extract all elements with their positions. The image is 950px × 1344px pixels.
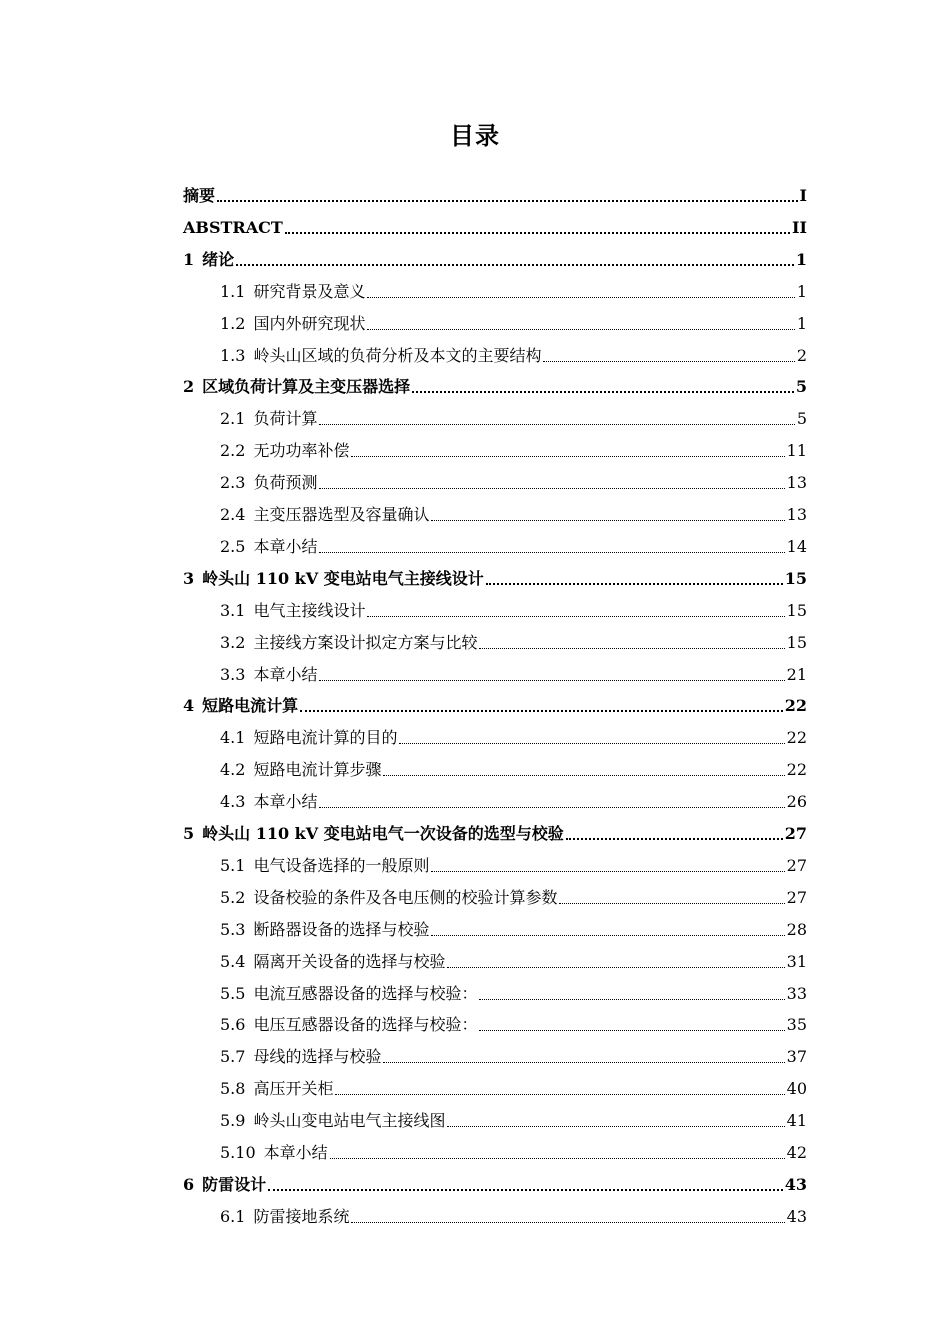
toc-entry-label — [220, 792, 317, 812]
dot-leader — [351, 1222, 784, 1223]
toc-entry-number: 2.1 — [220, 409, 246, 429]
toc-entry-page-number: I — [799, 186, 807, 205]
toc-entry-page-number: 11 — [786, 441, 807, 461]
toc-entry-number: 5.6 — [220, 1015, 246, 1035]
toc-entry-page-number: 15 — [784, 568, 807, 588]
toc-entry-page-number: 22 — [786, 760, 807, 780]
toc-entry-title: 本章小结 — [253, 536, 318, 556]
toc-entry-page-number: 43 — [786, 1206, 807, 1226]
toc-entry-title: 高压开关柜 — [253, 1079, 334, 1099]
toc-section-entry[interactable] — [220, 1199, 807, 1227]
toc-section-entry[interactable] — [220, 274, 807, 302]
toc-entry-number: 3 — [183, 568, 195, 588]
toc-entry-title: 电压互感器设备的选择与校验： — [253, 1015, 478, 1035]
toc-entry-title: 主接线方案设计拟定方案与比较 — [253, 632, 478, 652]
toc-entry-title: 设备校验的条件及各电压侧的校验计算参数 — [253, 887, 558, 907]
toc-chapter-entry[interactable] — [183, 242, 807, 270]
dot-leader — [447, 967, 784, 968]
toc-entry-number: 2.5 — [220, 536, 246, 556]
toc-entry-page-number: 22 — [784, 696, 807, 716]
toc-entry-page-number: 5 — [795, 377, 807, 397]
toc-entry-title: 防雷接地系统 — [253, 1206, 350, 1226]
toc-entry-page-number: 27 — [786, 887, 807, 907]
toc-chapter-entry[interactable] — [183, 561, 807, 589]
toc-entry-title: 岭头山区域的负荷分析及本文的主要结构 — [253, 345, 542, 365]
toc-entry-page-number: 5 — [796, 409, 807, 429]
toc-chapter-entry[interactable] — [183, 178, 807, 206]
toc-entry-title: 电气设备选择的一般原则 — [253, 855, 430, 875]
toc-entry-number: 3.3 — [220, 664, 246, 684]
toc-entry-title: 无功功率补偿 — [253, 441, 350, 461]
toc-entry-page-number: 15 — [786, 600, 807, 620]
toc-entry-number: 1.3 — [220, 345, 246, 365]
toc-chapter-entry[interactable] — [183, 816, 807, 844]
toc-entry-label — [220, 856, 429, 876]
toc-chapter-entry[interactable] — [183, 210, 807, 238]
toc-entry-number: 5.9 — [220, 1111, 246, 1131]
toc-entry-number: 1.1 — [220, 281, 246, 301]
toc-entry-number: 2.4 — [220, 505, 246, 524]
toc-section-entry[interactable] — [220, 625, 807, 653]
toc-entry-page-number: 35 — [786, 1015, 807, 1035]
toc-entry-label — [220, 473, 317, 493]
toc-entry-title: 电气主接线设计 — [253, 600, 366, 620]
toc-entry-label — [220, 665, 317, 685]
toc-entry-title: 摘要 — [183, 186, 216, 205]
dot-leader — [319, 807, 784, 808]
toc-entry-title: 母线的选择与校验 — [253, 1047, 382, 1067]
dot-leader — [447, 1126, 784, 1127]
toc-entry-page-number: 15 — [786, 632, 807, 652]
toc-entry-page-number: 1 — [796, 281, 807, 301]
toc-entry-label — [220, 537, 317, 557]
toc-entry-title: 负荷计算 — [253, 409, 318, 429]
toc-entry-number: 5.2 — [220, 887, 246, 907]
toc-entry-label — [220, 1047, 381, 1067]
dot-leader — [479, 999, 784, 1000]
toc-entry-page-number: 22 — [786, 728, 807, 748]
toc-entry-page-number: 27 — [784, 824, 807, 843]
toc-entry-label — [183, 377, 410, 397]
toc-section-entry[interactable] — [220, 1039, 807, 1067]
toc-section-entry[interactable] — [220, 401, 807, 429]
toc-entry-number: 1.2 — [220, 313, 246, 333]
toc-entry-label — [220, 1079, 333, 1099]
dot-leader — [217, 200, 798, 202]
dot-leader — [335, 1094, 784, 1095]
toc-entry-number: 5 — [183, 824, 195, 843]
toc-section-entry[interactable] — [220, 1007, 807, 1035]
toc-section-entry[interactable] — [220, 720, 807, 748]
toc-entry-number: 2.3 — [220, 473, 246, 493]
toc-section-entry[interactable] — [220, 465, 807, 493]
toc-entry-page-number: 13 — [786, 473, 807, 493]
toc-entry-title: 本章小结 — [253, 792, 318, 812]
toc-section-entry[interactable] — [220, 306, 807, 334]
toc-entry-title: 隔离开关设备的选择与校验 — [253, 951, 446, 971]
dot-leader — [412, 391, 794, 393]
dot-leader — [383, 1062, 784, 1063]
toc-entry-page-number: 42 — [786, 1143, 807, 1162]
toc-entry-page-number: 2 — [796, 345, 807, 365]
page-title: 目录 — [450, 121, 500, 150]
dot-leader — [367, 616, 784, 617]
toc-entry-number: 5.7 — [220, 1047, 246, 1067]
toc-section-entry[interactable] — [220, 529, 807, 557]
toc-entry-number: 5.5 — [220, 983, 246, 1003]
toc-entry-number: 5.1 — [220, 855, 246, 875]
toc-entry-title: 负荷预测 — [253, 473, 318, 493]
toc-entry-page-number: 33 — [786, 983, 807, 1003]
dot-leader — [300, 710, 783, 712]
toc-entry-title: 研究背景及意义 — [253, 281, 366, 301]
toc-entry-title: 岭头山 110 kV 变电站电气主接线设计 — [202, 568, 484, 588]
toc-entry-title: 岭头山变电站电气主接线图 — [253, 1111, 446, 1131]
toc-entry-number: 6 — [183, 1174, 195, 1194]
toc-entry-label — [220, 633, 477, 653]
toc-entry-label — [183, 824, 564, 844]
toc-entry-number: 4.2 — [220, 760, 246, 780]
toc-entry-title: 短路电流计算 — [202, 696, 299, 716]
toc-entry-number: 5.3 — [220, 919, 246, 939]
toc-section-entry[interactable] — [220, 752, 807, 780]
dot-leader — [479, 1030, 784, 1031]
toc-entry-number: 2.2 — [220, 441, 246, 461]
dot-leader — [486, 583, 783, 585]
toc-entry-title: 本章小结 — [253, 664, 318, 684]
toc-section-entry[interactable] — [220, 880, 807, 908]
dot-leader — [367, 297, 794, 298]
dot-leader — [330, 1158, 785, 1159]
toc-entry-page-number: 28 — [786, 919, 807, 939]
dot-leader — [431, 520, 784, 521]
toc-entry-label — [183, 218, 283, 238]
toc-entry-label — [183, 250, 234, 270]
toc-entry-label — [220, 409, 317, 429]
dot-leader — [319, 552, 784, 553]
toc-entry-label — [220, 888, 557, 908]
toc-entry-label — [220, 1207, 349, 1227]
dot-leader — [351, 456, 784, 457]
toc-entry-page-number: 37 — [786, 1047, 807, 1067]
dot-leader — [319, 424, 794, 425]
dot-leader — [383, 775, 784, 776]
toc-entry-title: 岭头山 110 kV 变电站电气一次设备的选型与校验 — [202, 824, 564, 843]
toc-entry-page-number: II — [792, 217, 807, 237]
toc-entry-label — [183, 569, 484, 589]
toc-entry-page-number: 1 — [796, 313, 807, 333]
toc-entry-number: 1 — [183, 249, 195, 269]
toc-entry-label — [220, 314, 365, 334]
toc-entry-title: 断路器设备的选择与校验 — [253, 919, 430, 939]
toc-entry-page-number: 21 — [786, 664, 807, 684]
toc-entry-title: 绪论 — [202, 249, 235, 269]
toc-entry-label — [220, 601, 365, 621]
toc-entry-number: 5.4 — [220, 951, 246, 971]
dot-leader — [543, 361, 794, 362]
toc-entry-label — [183, 696, 298, 716]
dot-leader — [431, 871, 784, 872]
toc-entry-page-number: 31 — [786, 951, 807, 971]
toc-entry-title: 国内外研究现状 — [253, 313, 366, 333]
toc-entry-label — [220, 346, 541, 366]
toc-entry-number: 4 — [183, 696, 195, 716]
toc-entry-page-number: 1 — [795, 249, 807, 269]
toc-entry-page-number: 26 — [786, 792, 807, 812]
toc-entry-title: 电流互感器设备的选择与校验： — [253, 983, 478, 1003]
toc-entry-number: 5.10 — [220, 1143, 256, 1162]
toc-entry-title: 主变压器选型及容量确认 — [253, 505, 430, 524]
toc-entry-label — [220, 1143, 328, 1163]
toc-entry-label — [220, 984, 477, 1004]
toc-entry-label — [220, 728, 397, 748]
dot-leader — [285, 232, 790, 234]
toc-entry-page-number: 13 — [786, 505, 807, 524]
toc-chapter-entry[interactable] — [183, 688, 807, 716]
toc-entry-number: 3.1 — [220, 600, 246, 620]
toc-entry-number: 3.2 — [220, 632, 246, 652]
toc-section-entry[interactable] — [220, 433, 807, 461]
toc-entry-title: 短路电流计算的目的 — [253, 728, 398, 748]
dot-leader — [268, 1189, 783, 1191]
dot-leader — [319, 488, 784, 489]
toc-entry-page-number: 14 — [786, 536, 807, 556]
toc-entry-label — [183, 1175, 266, 1195]
dot-leader — [399, 743, 784, 744]
toc-section-entry[interactable] — [220, 944, 807, 972]
dot-leader — [431, 935, 784, 936]
toc-section-entry[interactable] — [220, 976, 807, 1004]
toc-entry-page-number: 41 — [786, 1111, 807, 1131]
toc-entry-label — [220, 920, 429, 940]
toc-entry-title: 短路电流计算步骤 — [253, 760, 382, 780]
toc-section-entry[interactable] — [220, 1071, 807, 1099]
toc-entry-title: 防雷设计 — [202, 1174, 267, 1194]
toc-chapter-entry[interactable] — [183, 1167, 807, 1195]
toc-entry-label — [220, 441, 349, 461]
toc-entry-label — [220, 1015, 477, 1035]
toc-entry-number: 4.1 — [220, 728, 246, 748]
toc-entry-page-number: 40 — [786, 1079, 807, 1099]
toc-entry-page-number: 43 — [784, 1174, 807, 1194]
toc-entry-number: 5.8 — [220, 1079, 246, 1099]
toc-section-entry[interactable] — [220, 1103, 807, 1131]
dot-leader — [236, 264, 794, 266]
toc-section-entry[interactable] — [220, 912, 807, 940]
toc-entry-number: 4.3 — [220, 792, 246, 812]
toc-entry-number: 2 — [183, 377, 195, 397]
toc-section-entry[interactable] — [220, 848, 807, 876]
toc-section-entry[interactable] — [220, 1135, 807, 1163]
toc-section-entry[interactable] — [220, 784, 807, 812]
dot-leader — [319, 680, 784, 681]
toc-entry-label — [220, 760, 381, 780]
toc-entry-label — [220, 282, 365, 302]
toc-entry-title: 本章小结 — [263, 1143, 328, 1162]
dot-leader — [559, 903, 784, 904]
toc-section-entry[interactable] — [220, 657, 807, 685]
toc-entry-label — [220, 505, 429, 525]
toc-entry-label — [220, 952, 445, 972]
toc-entry-title: 区域负荷计算及主变压器选择 — [202, 377, 411, 397]
toc-entry-page-number: 27 — [786, 855, 807, 875]
toc-entry-number: 6.1 — [220, 1206, 246, 1226]
toc-section-entry[interactable] — [220, 497, 807, 525]
toc-section-entry[interactable] — [220, 338, 807, 366]
toc-section-entry[interactable] — [220, 593, 807, 621]
toc-entry-label — [183, 186, 215, 206]
dot-leader — [367, 329, 794, 330]
toc-entry-label — [220, 1111, 445, 1131]
dot-leader — [479, 648, 784, 649]
toc-chapter-entry[interactable] — [183, 369, 807, 397]
toc-entry-title: ABSTRACT — [183, 217, 283, 237]
dot-leader — [566, 838, 783, 840]
